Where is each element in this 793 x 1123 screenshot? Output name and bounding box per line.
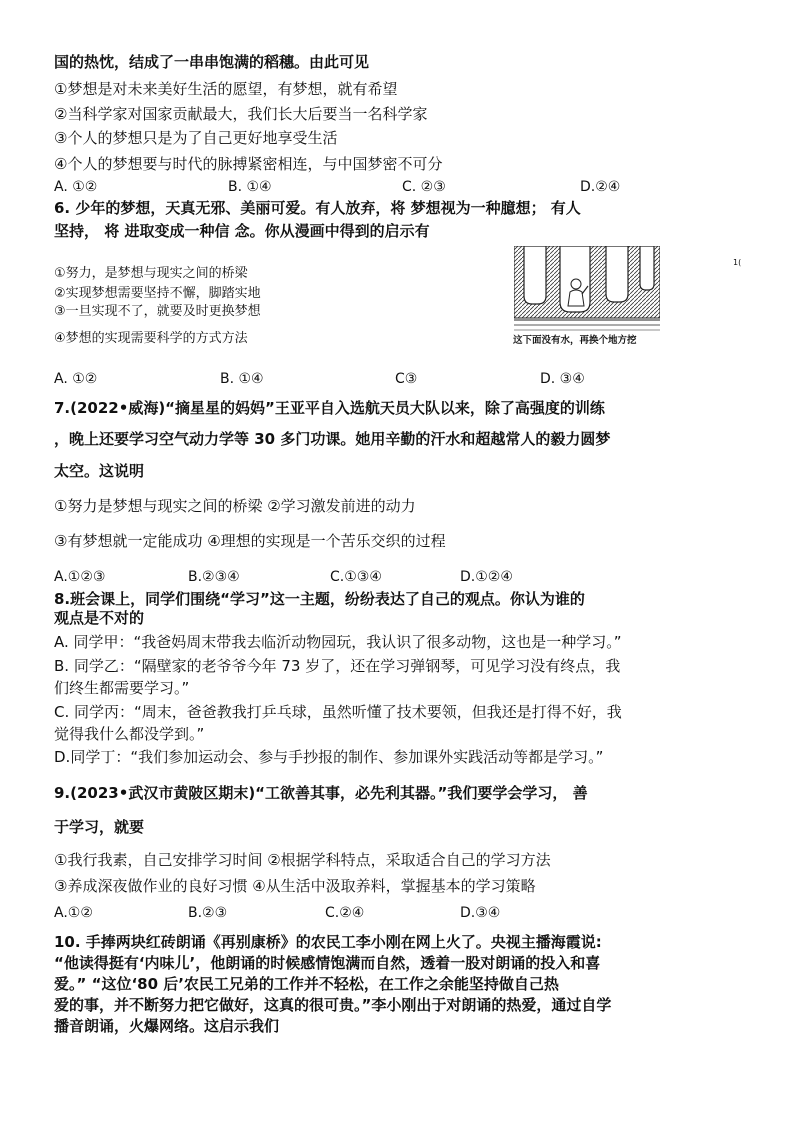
q7-stem-line-2: ，晚上还要学习空气动力学等 30 多门功课。她用辛勤的汗水和超越常人的毅力圆梦 [54,430,611,448]
q10-stem-line-2: “他读得挺有‘内味儿’，他朗诵的时候感情饱满而自然，透着一股对朗诵的投入和喜 [54,954,601,972]
q5-statement-4: ④个人的梦想要与时代的脉搏紧密相连，与中国梦密不可分 [54,155,443,173]
q9-option-a: A.①② [54,905,93,921]
q8-stem-line-2: 观点是不对的 [54,609,145,627]
q7-stem-line-1: 7.(2022•威海)“摘星星的妈妈”王亚平自入选航天员大队以来，除了高强度的训练 [54,399,605,417]
well-digging-cartoon [514,246,660,334]
q5-option-a: A. ①② [54,179,98,195]
q7-option-c: C.①③④ [330,569,382,585]
q6-statement-4: ④梦想的实现需要科学的方式方法 [54,331,248,346]
q5-statement-2: ②当科学家对国家贡献最大，我们长大后要当一名科学家 [54,105,428,123]
q7-statements-2: ③有梦想就一定能成功 ④理想的实现是一个苦乐交织的过程 [54,532,446,550]
q7-option-a: A.①②③ [54,569,106,585]
q6-option-d: D. ③④ [540,371,585,387]
q5-option-c: C. ②③ [402,179,446,195]
q8-option-a: A. 同学甲：“我爸妈周末带我去临沂动物园玩，我认识了很多动物，这也是一种学习。” [54,633,622,651]
q6-option-b: B. ①④ [220,371,264,387]
q8-stem-line-1: 8.班会课上，同学们围绕“学习”这一主题，纷纷表达了自己的观点。你认为谁的 [54,590,585,608]
q9-option-c: C.②④ [325,905,365,921]
cartoon-caption: 这下面没有水，再换个地方挖 [513,335,637,346]
q5-statement-3: ③个人的梦想只是为了自己更好地享受生活 [54,129,338,147]
q9-option-b: B.②③ [188,905,228,921]
q5-option-b: B. ①④ [228,179,272,195]
q7-option-d: D.①②④ [460,569,513,585]
q7-option-b: B.②③④ [188,569,240,585]
q9-statements-2: ③养成深夜做作业的良好习惯 ④从生活中汲取养料，掌握基本的学习策略 [54,877,536,895]
q5-stem-line: 国的热忱，结成了一串串饱满的稻穗。由此可见 [54,53,370,71]
q5-option-d: D.②④ [580,179,621,195]
q6-statement-3: ③一旦实现不了，就要及时更换梦想 [54,304,261,319]
q6-option-c: C③ [395,371,418,387]
q6-stem-line-1: 6. 少年的梦想，天真无邪、美丽可爱。有人放弃，将 梦想视为一种臆想； 有人 [54,199,581,217]
q7-statements-1: ①努力是梦想与现实之间的桥梁 ②学习激发前进的动力 [54,497,416,515]
page-marker: 1( [733,258,742,267]
q10-stem-line-1: 10. 手捧两块红砖朗诵《再别康桥》的农民工李小刚在网上火了。央视主播海霞说: [54,933,602,951]
q8-option-c: C. 同学丙：“周末，爸爸教我打乒乓球，虽然听懂了技术要领，但我还是打得不好，我 [54,703,622,721]
q6-option-a: A. ①② [54,371,98,387]
q6-statement-1: ①努力，是梦想与现实之间的桥梁 [54,266,248,281]
q7-stem-line-3: 太空。这说明 [54,462,145,480]
q10-stem-line-4: 爱的事，并不断努力把它做好，这真的很可贵。”李小刚出于对朗诵的热爱，通过自学 [54,996,612,1014]
q6-stem-line-2: 坚持， 将 进取变成一种信 念。你从漫画中得到的启示有 [54,222,430,240]
q10-stem-line-5: 播音朗诵，火爆网络。这启示我们 [54,1017,280,1035]
q8-option-c-cont: 觉得我什么都没学到。” [54,725,205,743]
q8-option-b: B. 同学乙：“隔壁家的老爷爷今年 73 岁了，还在学习弹钢琴，可见学习没有终点，我 [54,657,621,675]
q10-stem-line-3: 爱。” “这位‘80 后’农民工兄弟的工作并不轻松，在工作之余能坚持做自己热 [54,975,559,993]
q9-option-d: D.③④ [460,905,501,921]
q9-statements-1: ①我行我素，自己安排学习时间 ②根据学科特点，采取适合自己的学习方法 [54,851,551,869]
q5-statement-1: ①梦想是对未来美好生活的愿望，有梦想，就有希望 [54,80,398,98]
q6-statement-2: ②实现梦想需要坚持不懈，脚踏实地 [54,286,261,301]
q8-option-d: D.同学丁：“我们参加运动会、参与手抄报的制作、参加课外实践活动等都是学习。” [54,748,604,766]
q9-stem-line-1: 9.(2023•武汉市黄陂区期末)“工欲善其事，必先利其器。”我们要学会学习， 善 [54,784,588,802]
q9-stem-line-2: 于学习，就要 [54,818,145,836]
q8-option-b-cont: 们终生都需要学习。” [54,679,190,697]
